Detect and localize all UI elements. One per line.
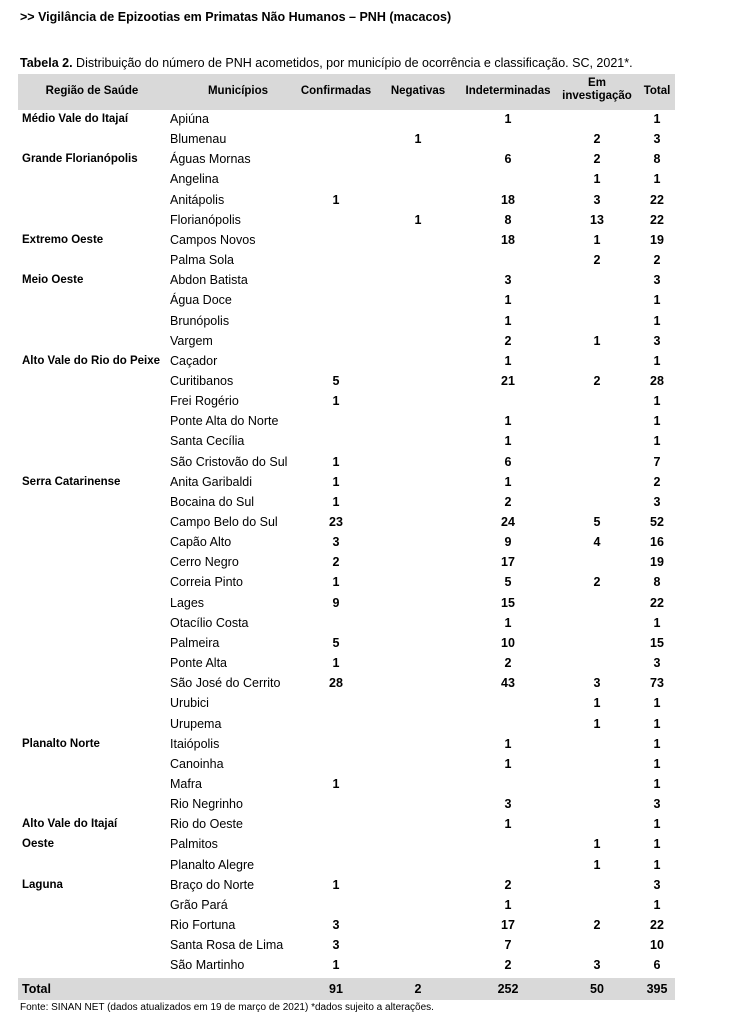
total-cell: 3	[653, 494, 661, 509]
municipality-cell: Palmeira	[170, 635, 220, 650]
investigation-cell: 5	[593, 515, 601, 529]
municipality-cell: Planalto Alegre	[170, 857, 255, 872]
total-cell: 6	[653, 958, 661, 973]
investigation-cell: 1	[593, 232, 601, 247]
table-row	[18, 935, 675, 955]
municipality-cell: Brunópolis	[170, 313, 230, 328]
undetermined-cell: 10	[501, 635, 515, 650]
total-cell: 1	[653, 112, 661, 126]
header-investigation-line2: investigação	[562, 90, 632, 102]
total-cell: 22	[650, 212, 664, 227]
table-row	[18, 814, 675, 834]
undetermined-cell: 18	[501, 192, 515, 207]
confirmed-cell: 1	[332, 394, 340, 409]
undetermined-cell: 1	[504, 313, 512, 328]
region-cell: Meio Oeste	[22, 274, 84, 287]
total-cell: 15	[650, 635, 664, 650]
confirmed-cell: 3	[332, 938, 340, 953]
municipality-cell: Mafra	[170, 776, 202, 791]
undetermined-cell: 6	[504, 454, 512, 469]
undetermined-cell: 1	[504, 293, 512, 308]
total-cell: 52	[650, 515, 664, 529]
undetermined-cell: 1	[504, 353, 512, 368]
header-region: Região de Saúde	[45, 85, 139, 97]
total-cell: 1	[653, 615, 661, 630]
municipality-cell: Campos Novos	[170, 232, 256, 247]
investigation-cell: 4	[593, 535, 601, 550]
total-negative: 2	[414, 982, 422, 996]
undetermined-cell: 21	[501, 373, 515, 388]
undetermined-cell: 1	[504, 736, 512, 751]
municipality-cell: Canoinha	[170, 756, 224, 771]
total-label: Total	[22, 982, 51, 996]
table-row	[18, 290, 675, 310]
municipality-cell: Palmitos	[170, 837, 218, 852]
header-confirmed: Confirmadas	[300, 85, 372, 97]
region-cell: Serra Catarinense	[22, 475, 121, 488]
total-total: 395	[646, 982, 668, 996]
total-cell: 22	[650, 595, 664, 610]
investigation-cell: 3	[593, 676, 601, 691]
table-row	[18, 532, 675, 552]
municipality-cell: Grão Pará	[170, 897, 228, 912]
total-cell: 1	[653, 756, 661, 771]
table-caption	[20, 56, 633, 70]
table-row	[18, 371, 675, 391]
undetermined-cell: 1	[504, 756, 512, 771]
region-cell: Médio Vale do Itajaí	[22, 113, 129, 125]
table-row	[18, 754, 675, 774]
municipality-cell: Angelina	[170, 172, 219, 187]
total-cell: 3	[653, 877, 661, 892]
confirmed-cell: 1	[332, 494, 340, 509]
total-cell: 2	[653, 474, 661, 489]
confirmed-cell: 5	[332, 373, 340, 388]
table-row	[18, 210, 675, 230]
undetermined-cell: 1	[504, 897, 512, 912]
total-cell: 1	[653, 353, 661, 368]
total-cell: 22	[650, 192, 664, 207]
undetermined-cell: 18	[501, 232, 515, 247]
municipality-cell: Apiúna	[170, 112, 209, 126]
total-cell: 1	[653, 394, 661, 409]
table-row	[18, 673, 675, 693]
table-row	[18, 512, 675, 532]
table-row	[18, 633, 675, 653]
investigation-cell: 2	[593, 373, 601, 388]
table-row	[18, 714, 675, 734]
investigation-cell: 2	[593, 253, 601, 268]
total-cell: 1	[653, 897, 661, 912]
municipality-cell: Otacílio Costa	[170, 615, 249, 630]
region-cell: Alto Vale do Rio do Peixe	[22, 354, 161, 367]
table-row	[18, 593, 675, 613]
confirmed-cell: 1	[332, 575, 340, 590]
investigation-cell: 2	[593, 575, 601, 590]
municipality-cell: Correia Pinto	[170, 575, 243, 590]
confirmed-cell: 1	[332, 656, 340, 671]
header-negative: Negativas	[390, 85, 446, 97]
table-caption-label: Tabela 2.	[20, 56, 73, 70]
total-cell: 19	[650, 232, 664, 247]
region-cell: Planalto Norte	[22, 737, 100, 750]
total-cell: 2	[653, 253, 661, 268]
undetermined-cell: 43	[501, 676, 515, 691]
total-cell: 1	[653, 696, 661, 711]
municipality-cell: Ponte Alta do Norte	[170, 414, 279, 429]
municipality-cell: Braço do Norte	[170, 877, 255, 892]
municipality-cell: Água Doce	[170, 293, 232, 308]
table-row	[18, 230, 675, 250]
table-row	[18, 452, 675, 472]
undetermined-cell: 2	[504, 877, 512, 892]
total-cell: 1	[653, 313, 661, 328]
municipality-cell: Campo Belo do Sul	[170, 515, 278, 529]
undetermined-cell: 9	[504, 535, 512, 550]
investigation-cell: 2	[593, 152, 601, 167]
undetermined-cell: 2	[504, 656, 512, 671]
confirmed-cell: 1	[332, 877, 340, 892]
undetermined-cell: 2	[504, 958, 512, 973]
total-cell: 73	[650, 676, 664, 691]
confirmed-cell: 1	[332, 454, 340, 469]
undetermined-cell: 6	[504, 152, 512, 167]
total-row	[18, 978, 675, 1000]
region-cell: Oeste	[22, 838, 54, 851]
table-row	[18, 552, 675, 572]
header-municipality: Municípios	[207, 85, 269, 97]
confirmed-cell: 5	[332, 635, 340, 650]
investigation-cell: 1	[593, 837, 601, 852]
confirmed-cell: 3	[332, 918, 340, 932]
undetermined-cell: 1	[504, 817, 512, 832]
municipality-cell: São Martinho	[170, 958, 245, 973]
investigation-cell: 3	[593, 192, 601, 207]
confirmed-cell: 23	[329, 515, 343, 529]
investigation-cell: 13	[590, 212, 604, 227]
total-cell: 1	[653, 837, 661, 852]
undetermined-cell: 24	[501, 515, 515, 529]
table-row	[18, 492, 675, 512]
total-cell: 1	[653, 716, 661, 731]
municipality-cell: Urubici	[170, 696, 209, 711]
table-row	[18, 149, 675, 169]
confirmed-cell: 1	[332, 192, 340, 207]
total-undetermined: 252	[497, 982, 519, 996]
table-header	[18, 74, 675, 110]
total-cell: 28	[650, 373, 664, 388]
undetermined-cell: 8	[504, 212, 512, 227]
municipality-cell: Águas Mornas	[170, 152, 251, 167]
total-cell: 19	[650, 555, 664, 570]
table-row	[18, 955, 675, 975]
table-row	[18, 572, 675, 592]
undetermined-cell: 1	[504, 474, 512, 489]
municipality-cell: Rio Negrinho	[170, 797, 243, 812]
undetermined-cell: 3	[504, 797, 512, 812]
negative-cell: 1	[414, 212, 422, 227]
table-row	[18, 169, 675, 189]
municipality-cell: Abdon Batista	[170, 273, 248, 288]
municipality-cell: Ponte Alta	[170, 656, 227, 671]
investigation-cell: 1	[593, 172, 601, 187]
investigation-cell: 3	[593, 958, 601, 973]
investigation-cell: 2	[593, 918, 601, 932]
municipality-cell: São José do Cerrito	[170, 676, 281, 691]
investigation-cell: 2	[593, 132, 601, 147]
confirmed-cell: 9	[332, 595, 340, 610]
municipality-cell: Florianópolis	[170, 212, 241, 227]
table-row	[18, 129, 675, 149]
municipality-cell: Anita Garibaldi	[170, 474, 252, 489]
municipality-cell: Lages	[170, 595, 205, 610]
table-row	[18, 311, 675, 331]
municipality-cell: Santa Rosa de Lima	[170, 938, 284, 953]
total-cell: 1	[653, 776, 661, 791]
municipality-cell: Bocaina do Sul	[170, 494, 255, 509]
total-cell: 3	[653, 333, 661, 348]
region-cell: Alto Vale do Itajaí	[22, 818, 118, 831]
table-row	[18, 331, 675, 351]
municipality-cell: Curitibanos	[170, 373, 234, 388]
municipality-cell: Anitápolis	[170, 192, 225, 207]
total-cell: 1	[653, 857, 661, 872]
total-cell: 3	[653, 797, 661, 812]
confirmed-cell: 2	[332, 555, 340, 570]
investigation-cell: 1	[593, 716, 601, 731]
undetermined-cell: 1	[504, 112, 512, 126]
total-cell: 1	[653, 293, 661, 308]
header-investigation-line1: Em	[588, 77, 606, 89]
municipality-cell: Caçador	[170, 353, 218, 368]
undetermined-cell: 17	[501, 918, 515, 932]
total-confirmed: 91	[329, 982, 343, 996]
table-row	[18, 875, 675, 895]
confirmed-cell: 1	[332, 776, 340, 791]
table-row	[18, 411, 675, 431]
table-row	[18, 391, 675, 411]
table-caption-text: Distribuição do número de PNH acometidos, por município de ocorrência e classificação. SC, 2021*.	[72, 56, 633, 70]
table-row	[18, 855, 675, 875]
total-cell: 3	[653, 132, 661, 147]
undetermined-cell: 15	[501, 595, 515, 610]
table-row	[18, 270, 675, 290]
confirmed-cell: 1	[332, 474, 340, 489]
total-cell: 1	[653, 414, 661, 429]
table-row	[18, 794, 675, 814]
undetermined-cell: 1	[504, 414, 512, 429]
undetermined-cell: 17	[501, 555, 515, 570]
negative-cell: 1	[414, 132, 422, 147]
total-investigation: 50	[590, 982, 604, 996]
total-cell: 1	[653, 434, 661, 449]
undetermined-cell: 2	[504, 494, 512, 509]
table-row	[18, 734, 675, 754]
undetermined-cell: 3	[504, 273, 512, 288]
source-note: Fonte: SINAN NET (dados atualizados em 19 de março de 2021) *dados sujeito a alterações.	[20, 1002, 434, 1013]
undetermined-cell: 2	[504, 333, 512, 348]
confirmed-cell: 3	[332, 535, 340, 550]
municipality-cell: Urupema	[170, 716, 222, 731]
municipality-cell: Frei Rogério	[170, 394, 239, 409]
region-cell: Extremo Oeste	[22, 233, 104, 246]
municipality-cell: São Cristovão do Sul	[170, 454, 288, 469]
municipality-cell: Blumenau	[170, 132, 227, 147]
table-row	[18, 351, 675, 371]
undetermined-cell: 1	[504, 434, 512, 449]
table-row	[18, 915, 675, 935]
municipality-cell: Vargem	[170, 333, 213, 348]
table-row	[18, 774, 675, 794]
total-cell: 1	[653, 736, 661, 751]
table-row	[18, 895, 675, 915]
table-row	[18, 834, 675, 854]
municipality-cell: Santa Cecília	[170, 434, 245, 449]
total-cell: 22	[650, 918, 664, 932]
undetermined-cell: 5	[504, 575, 512, 590]
region-cell: Laguna	[22, 878, 63, 891]
municipality-cell: Cerro Negro	[170, 555, 239, 570]
header-total: Total	[643, 85, 671, 97]
municipality-cell: Itaiópolis	[170, 736, 220, 751]
investigation-cell: 1	[593, 333, 601, 348]
table-row	[18, 693, 675, 713]
undetermined-cell: 1	[504, 615, 512, 630]
total-cell: 1	[653, 817, 661, 832]
table-row	[18, 431, 675, 451]
table-row	[18, 613, 675, 633]
page-heading: >> Vigilância de Epizootias em Primatas Não Humanos – PNH (macacos)	[20, 10, 452, 24]
header-undetermined: Indeterminadas	[465, 85, 551, 97]
table-row	[18, 472, 675, 492]
total-cell: 10	[650, 938, 664, 953]
total-cell: 8	[653, 575, 661, 590]
table-row	[18, 190, 675, 210]
confirmed-cell: 28	[329, 676, 343, 691]
table-row	[18, 653, 675, 673]
municipality-cell: Palma Sola	[170, 253, 234, 268]
investigation-cell: 1	[593, 696, 601, 711]
table-row	[18, 109, 675, 129]
total-cell: 3	[653, 273, 661, 288]
municipality-cell: Capão Alto	[170, 535, 232, 550]
total-cell: 1	[653, 172, 661, 187]
total-cell: 8	[653, 152, 661, 167]
header-investigation	[557, 77, 637, 103]
total-cell: 7	[653, 454, 661, 469]
total-cell: 16	[650, 535, 664, 550]
total-cell: 3	[653, 656, 661, 671]
investigation-cell: 1	[593, 857, 601, 872]
municipality-cell: Rio do Oeste	[170, 817, 243, 832]
confirmed-cell: 1	[332, 958, 340, 973]
table-row	[18, 250, 675, 270]
region-cell: Grande Florianópolis	[22, 153, 138, 166]
municipality-cell: Rio Fortuna	[170, 918, 236, 932]
undetermined-cell: 7	[504, 938, 512, 953]
